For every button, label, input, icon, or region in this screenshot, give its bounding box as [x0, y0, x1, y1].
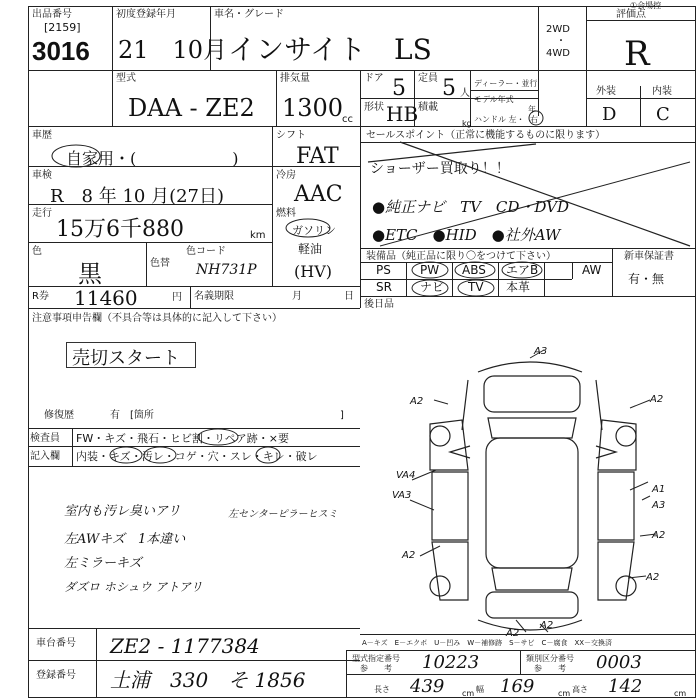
drive-4wd: 4WD	[546, 48, 570, 59]
color-label: 色	[32, 246, 42, 257]
yen-unit: 円	[172, 292, 182, 303]
warranty-value: 有・無	[628, 272, 665, 286]
title-label: 名義期限	[194, 291, 234, 302]
hand-note-1b: 左センターピラーヒスミ	[228, 509, 338, 520]
handle-value: 右	[530, 115, 538, 124]
width-label: 幅	[476, 685, 484, 694]
km-unit: km	[250, 230, 266, 241]
diagram-legend: A－キズ E－エクボ U－凹み W－補修跡 S－サビ C－腐食 XX－交換済	[362, 639, 613, 647]
diagram-mark-a2-left: A2	[410, 396, 424, 407]
cc-unit: cc	[342, 114, 353, 125]
displacement-label: 排気量	[280, 73, 310, 84]
color-change-label: 色替	[150, 258, 170, 269]
chassis-value: ZE2 - 1177384	[110, 634, 260, 658]
diagram-mark-a2-rear-right: A2	[646, 572, 660, 583]
equipment-label: 装備品（純正品に限り〇をつけて下さい）	[366, 251, 556, 262]
plate-value: 土浦 330 そ 1856	[110, 668, 306, 692]
fuel-diesel: 軽油	[298, 242, 323, 256]
first-reg-label: 初度登録年月	[116, 9, 176, 20]
type-no-value: 10223	[422, 652, 480, 673]
chassis-label: 車台番号	[36, 638, 76, 649]
height-label: 高さ	[572, 685, 588, 694]
ac-label: 冷房	[276, 170, 296, 181]
model-label: 型式	[116, 73, 136, 84]
class-no-sub: 参 考	[534, 664, 566, 673]
equip-pw: PW	[420, 263, 440, 277]
score-value: R	[624, 34, 650, 74]
lot-label: 出品番号	[32, 9, 72, 20]
type-no-label: 型式指定番号	[352, 654, 400, 663]
width-unit: cm	[558, 689, 571, 698]
shape-value: HB	[386, 102, 419, 126]
equip-sr: SR	[376, 280, 392, 294]
sales-point-3: ●ETC ●HID ●社外AW	[372, 226, 561, 244]
height-unit: cm	[674, 689, 687, 698]
first-reg-value: 21 10月	[118, 36, 228, 64]
sales-points-label: セールスポイント（正常に機能するものに限ります）	[366, 130, 606, 141]
interior-value: C	[656, 104, 670, 125]
venue-label: ①会場控	[630, 1, 662, 10]
lot-number: 3016	[32, 36, 90, 66]
mileage-value: 15万6千880	[56, 217, 184, 242]
month-label: 月	[292, 291, 302, 302]
length-unit: cm	[462, 689, 475, 698]
color-value: 黒	[78, 260, 102, 288]
exterior-value: D	[602, 104, 617, 125]
diagram-mark-va3: VA3	[392, 490, 412, 501]
inspector-label-2: 記入欄	[30, 451, 60, 462]
inspector-label-1: 検査員	[30, 433, 60, 444]
displacement-value: 1300	[282, 94, 344, 122]
doors-value: 5	[392, 76, 406, 101]
equip-abs: ABS	[462, 263, 486, 277]
type-no-sub: 参 考	[360, 664, 392, 673]
ac-value: AAC	[294, 182, 343, 207]
history-value: 自家用・( )	[66, 149, 239, 168]
score-label: 評価点	[616, 9, 646, 20]
length-value: 439	[410, 676, 445, 697]
sales-point-1: ショーザー買取り！！	[370, 161, 510, 177]
notes-label: 注意事項申告欄（不具合等は具体的に記入して下さい）	[32, 313, 282, 324]
doors-label: ドア	[364, 73, 384, 84]
inspection-value: R 8 年 10 月(27日)	[50, 186, 225, 207]
inspector-row-2: 内装・キズ・汚レ・コゲ・穴・スレ・キレ・破レ	[76, 450, 318, 463]
lot-ref: [2159]	[44, 21, 81, 34]
notes-value: 売切スタート	[72, 348, 180, 369]
shift-label: シフト	[276, 130, 306, 141]
capacity-label: 定員	[418, 73, 438, 84]
history-label: 車歴	[32, 130, 52, 141]
handle-label: ハンドル 左・	[474, 115, 525, 124]
equip-ps: PS	[376, 263, 391, 277]
capacity-value: 5	[442, 76, 456, 101]
sales-point-2: ●純正ナビ TV CD・DVD	[372, 198, 570, 216]
repair-label: 修復歴	[44, 410, 74, 421]
hand-note-1: 室内も汚レ臭いアリ	[64, 504, 181, 519]
year-unit: 年	[528, 105, 536, 114]
person-unit: 人	[460, 88, 470, 99]
diagram-mark-a2-right-rear: A2	[652, 530, 666, 541]
width-value: 169	[500, 676, 535, 697]
model-value: DAA - ZE2	[128, 94, 255, 122]
height-value: 142	[608, 676, 643, 697]
diagram-mark-a3-right: A3	[652, 500, 666, 511]
fuel-hv: (HV)	[294, 262, 332, 281]
shift-value: FAT	[296, 144, 339, 169]
shape-label: 形状	[364, 102, 384, 113]
day-label: 日	[344, 291, 354, 302]
kg-label: kg	[462, 119, 472, 128]
model-year-label: モデル年式	[474, 95, 514, 104]
equip-leather: 本革	[506, 280, 531, 294]
car-name-label: 車名・グレード	[214, 9, 284, 20]
interior-label: 内装	[652, 86, 672, 97]
drive-2wd: 2WD	[546, 24, 570, 35]
diagram-mark-a2-right: A2	[650, 394, 664, 405]
repair-close: ]	[340, 410, 344, 421]
class-no-value: 0003	[596, 652, 642, 673]
warranty-label: 新車保証書	[624, 251, 674, 262]
equip-airbag: エアB	[506, 263, 539, 277]
diagram-mark-a2-rear-bumper: A2	[506, 628, 520, 639]
hand-note-2: 左AWキズ 1本違い	[64, 532, 186, 547]
exterior-label: 外装	[596, 86, 616, 97]
inspector-row-1: FW・キズ・飛石・ヒビ割・リペア跡・×要	[76, 432, 289, 445]
fuel-label: 燃料	[276, 208, 296, 219]
drive-dot: ・	[556, 36, 566, 47]
plate-label: 登録番号	[36, 670, 76, 681]
diagram-mark-a2-rear-bumper-2: A2	[540, 620, 554, 631]
recycle-value: 11460	[74, 286, 138, 310]
hand-note-4: ダズロ ホシュウ アトアリ	[64, 580, 203, 594]
repair-value: 有 [箇所	[110, 410, 154, 421]
car-name-value: インサイト LS	[228, 33, 432, 66]
fuel-gasoline: ガソリン	[292, 224, 336, 237]
diagram-mark-a2-rear-left: A2	[402, 550, 416, 561]
length-label: 長さ	[374, 685, 390, 694]
equip-aw: AW	[582, 263, 602, 277]
inspection-label: 車検	[32, 170, 52, 181]
color-code-label: 色コード	[186, 246, 226, 257]
diagram-mark-a1: A1	[652, 484, 666, 495]
mileage-label: 走行	[32, 208, 52, 219]
class-no-label: 類別区分番号	[526, 654, 574, 663]
diagram-mark-va4: VA4	[396, 470, 416, 481]
later-items-label: 後日品	[364, 299, 394, 310]
recycle-label: R券	[32, 291, 49, 302]
hand-note-3: 左ミラーキズ	[64, 556, 142, 571]
equip-navi: ナビ	[420, 280, 445, 294]
color-code-value: NH731P	[196, 262, 257, 278]
load-label: 積載	[418, 102, 438, 113]
equip-tv: TV	[468, 280, 484, 294]
diagram-mark-a3-top: A3	[534, 346, 548, 357]
dealer-label: ディーラー・並行	[474, 79, 538, 88]
